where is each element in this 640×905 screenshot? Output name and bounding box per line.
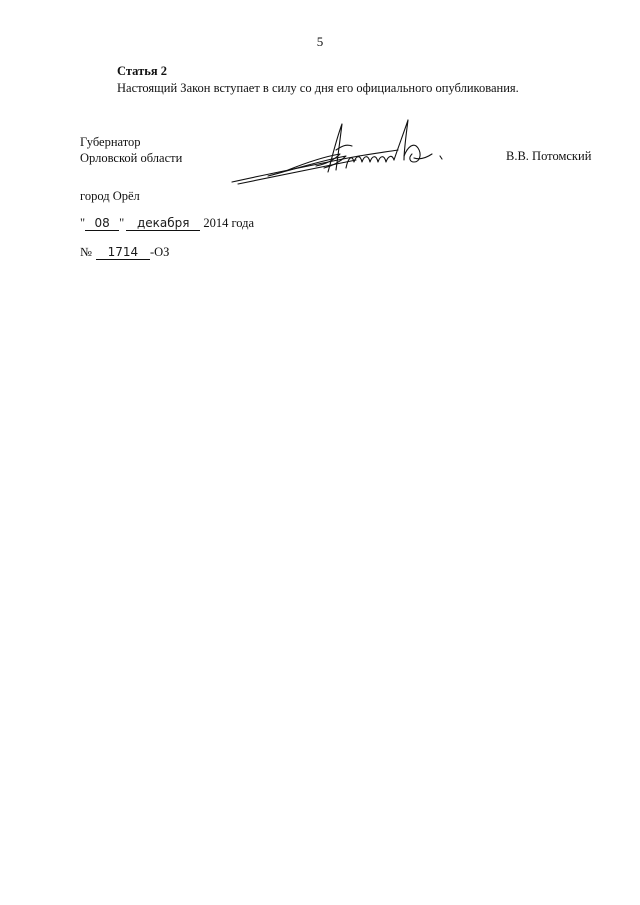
city: город Орёл <box>80 189 140 203</box>
document-number-line <box>80 245 169 260</box>
document-number: 1714 <box>96 246 150 260</box>
signer-name: В.В. Потомский <box>506 149 592 163</box>
signer-title-line2: Орловской области <box>80 151 183 165</box>
date-open-quote: " <box>80 216 86 230</box>
article-text: Настоящий Закон вступает в силу со дня его официального опубликования. <box>117 81 519 95</box>
date-year: 2014 года <box>203 216 255 230</box>
date-day: 08 <box>85 217 119 231</box>
page-number: 5 <box>316 34 324 49</box>
document-number-prefix: № <box>80 245 92 259</box>
date-line <box>80 216 254 231</box>
date-close-quote: " <box>119 216 125 230</box>
handwritten-signature <box>228 110 448 190</box>
date-month: декабря <box>126 217 200 231</box>
article-heading: Статья 2 <box>117 64 167 78</box>
document-number-suffix: -ОЗ <box>149 245 170 259</box>
signer-title <box>80 134 182 166</box>
signer-title-line1: Губернатор <box>80 135 141 149</box>
